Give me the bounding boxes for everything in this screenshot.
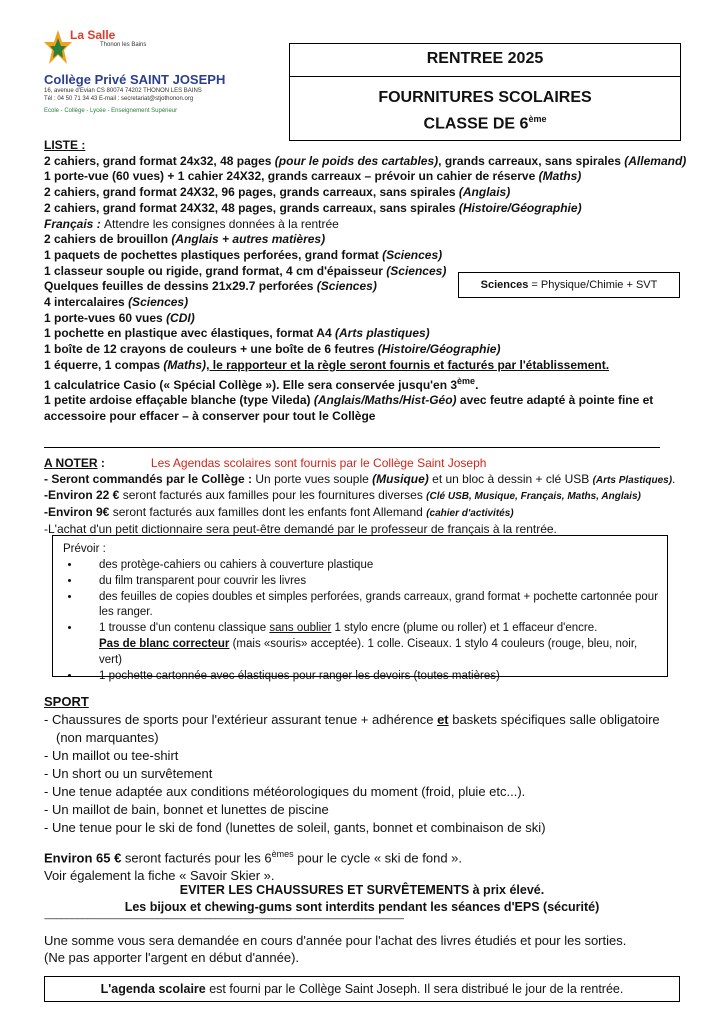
prevoir-item: • des protège-cahiers ou cahiers à couverture plastique (81, 558, 659, 574)
title-fournitures: FOURNITURES SCOLAIRES (378, 89, 592, 106)
title-rentree: RENTREE 2025 (426, 50, 544, 67)
list-item: Français : Attendre les consignes données à la rentrée (44, 216, 339, 231)
logo-address: 16, avenue d'Evian CS 80074 74202 THONON LES BAINS (44, 88, 202, 94)
liste-heading: LISTE : (44, 138, 86, 152)
list-item-ardoise-cont: accessoire pour effacer – à conserver pour tout le Collège (44, 408, 376, 423)
logo-brand-sub: Thonon les Bains (100, 42, 147, 48)
dashed-divider: ------------------------------------------------------------------------------------------------------------------------------------------------------------------------------------------------------------------------ (44, 914, 404, 923)
savoir-skier: Voir également la fiche « Savoir Skier ». (44, 868, 275, 884)
sport-item: - Une tenue pour le ski de fond (lunettes de soleil, gants, bonnet et combinaison de ski) (44, 820, 546, 835)
a-noter-line-2: -Environ 22 € seront facturés aux familles pour les fournitures diverses (Clé USB, Musique, Français, Maths, Anglais) (44, 488, 641, 503)
prevoir-item: • du film transparent pour couvrir les livres (81, 574, 659, 590)
list-item-equerre: 1 équerre, 1 compas (Maths), le rapporteur et la règle seront fournis et facturés par l'établissement. (44, 357, 610, 372)
list-item: 2 cahiers, grand format 24X32, 96 pages, grands carreaux, sans spirales (Anglais) (44, 185, 511, 200)
title-divider (290, 76, 680, 77)
list-item: 1 boîte de 12 crayons de couleurs + une boîte de 6 feutres (Histoire/Géographie) (44, 342, 501, 357)
star-logo-icon (44, 28, 72, 68)
list-item-ardoise: 1 petite ardoise effaçable blanche (type Vileda) (Anglais/Maths/Hist-Géo) avec feutre adapté à pointe fine et (44, 393, 654, 408)
prevoir-heading: Prévoir : (63, 543, 106, 555)
list-item: 1 pochette en plastique avec élastiques, format A4 (Arts plastiques) (44, 326, 430, 341)
list-item: 2 cahiers, grand format 24x32, 48 pages (pour le poids des cartables), grands carreaux, sans spirales (Allemand) (44, 153, 687, 168)
sport-item: - Un maillot ou tee-shirt (44, 748, 179, 763)
a-noter-line-4: -L'achat d'un petit dictionnaire sera peut-être demandé par le professeur de français à la rentrée. (44, 521, 557, 536)
logo-brand: La Salle (70, 28, 116, 42)
list-item: Quelques feuilles de dessins 21x29.7 perforées (Sciences) (44, 279, 377, 294)
agendas-notice: Les Agendas scolaires sont fournis par le Collège Saint Joseph (150, 456, 487, 470)
a-noter-line-3: -Environ 9€ seront facturés aux familles dont les enfants font Allemand (cahier d'activités) (44, 505, 514, 520)
somme-line-2: (Ne pas apporter l'argent en début d'année). (44, 950, 300, 965)
warning-line-2: Les bijoux et chewing-gums sont interdits pendant les séances d'EPS (sécurité) (124, 900, 600, 914)
school-logo (40, 28, 240, 120)
prevoir-item: • 1 trousse d'un contenu classique sans oublier 1 stylo encre (plume ou roller) et 1 effaceur d'encre. Pas de blanc correcteur (mais «souris» acceptée). 1 colle. Ciseaux. 1 stylo 4 couleurs (rouge, bleu, noir, vert) (81, 621, 659, 668)
agenda-box: L'agenda scolaire est fourni par le Collège Saint Joseph. Il sera distribué le jour de la rentrée. (44, 976, 680, 1002)
sport-item: - Une tenue adaptée aux conditions météorologiques du moment (froid, pluie etc...). (44, 784, 526, 799)
title-classe: CLASSE DE 6ème (423, 114, 547, 133)
list-item: 1 paquets de pochettes plastiques perforées, grand format (Sciences) (44, 247, 443, 262)
list-item: 1 porte-vue (60 vues) + 1 cahier 24X32, grands carreaux – prévoir un cahier de réserve (Maths) (44, 169, 582, 184)
divider-line (44, 447, 660, 448)
sport-heading: SPORT (44, 694, 89, 709)
sport-item: - Un maillot de bain, bonnet et lunettes de piscine (44, 802, 329, 817)
logo-college-name: Collège Privé SAINT JOSEPH (44, 72, 226, 87)
list-item-calculatrice: 1 calculatrice Casio (« Spécial Collège »). Elle sera conservée jusqu'en 3ème. (44, 375, 479, 392)
warning-line-1: EVITER LES CHAUSSURES ET SURVÊTEMENTS à prix élevé. (179, 883, 545, 897)
ski-cost: Environ 65 € seront facturés pour les 6èmes pour le cycle « ski de fond ». (44, 849, 463, 866)
sport-item-cont: (non marquantes) (56, 730, 159, 745)
prevoir-item: • 1 pochette cartonnée avec élastiques pour ranger les devoirs (toutes matières) (81, 669, 659, 685)
somme-notice (44, 932, 684, 966)
sport-item: - Chaussures de sports pour l'extérieur assurant tenue + adhérence et baskets spécifiques salle obligatoire (44, 712, 660, 727)
a-noter-section (44, 456, 684, 538)
prevoir-box (52, 535, 668, 682)
sciences-note-box: Sciences = Physique/Chimie + SVT (458, 272, 680, 298)
title-box (289, 43, 681, 141)
logo-tagline: Ecole - Collège - Lycée - Enseignement Supérieur (44, 108, 178, 114)
a-noter-heading-row: A NOTER : Les Agendas scolaires sont fournis par le Collège Saint Joseph (44, 456, 487, 470)
logo-contact: Tél : 04 50 71 34 43 E-mail : secretariat@stjothonon.org (44, 96, 194, 102)
list-item: 1 classeur souple ou rigide, grand format, 4 cm d'épaisseur (Sciences) (44, 263, 447, 278)
somme-line-1: Une somme vous sera demandée en cours d'année pour l'achat des livres étudiés et pour les sorties. (44, 933, 627, 948)
sport-section (44, 693, 684, 885)
list-item: 4 intercalaires (Sciences) (44, 295, 189, 310)
prevoir-item: • des feuilles de copies doubles et simples perforées, grands carreaux, grand format + pochette cartonnée pour les ranger. (81, 590, 659, 622)
list-item: 2 cahiers de brouillon (Anglais + autres matières) (44, 232, 326, 247)
a-noter-line-1: - Seront commandés par le Collège : Un porte vues souple (Musique) et un bloc à dessin + clé USB (Arts Plastiques). (44, 471, 676, 486)
list-item: 2 cahiers, grand format 24X32, 48 pages, grands carreaux, sans spirales (Histoire/Géographie) (44, 200, 582, 215)
list-item: 1 porte-vues 60 vues (CDI) (44, 310, 195, 325)
sport-item: - Un short ou un survêtement (44, 766, 213, 781)
